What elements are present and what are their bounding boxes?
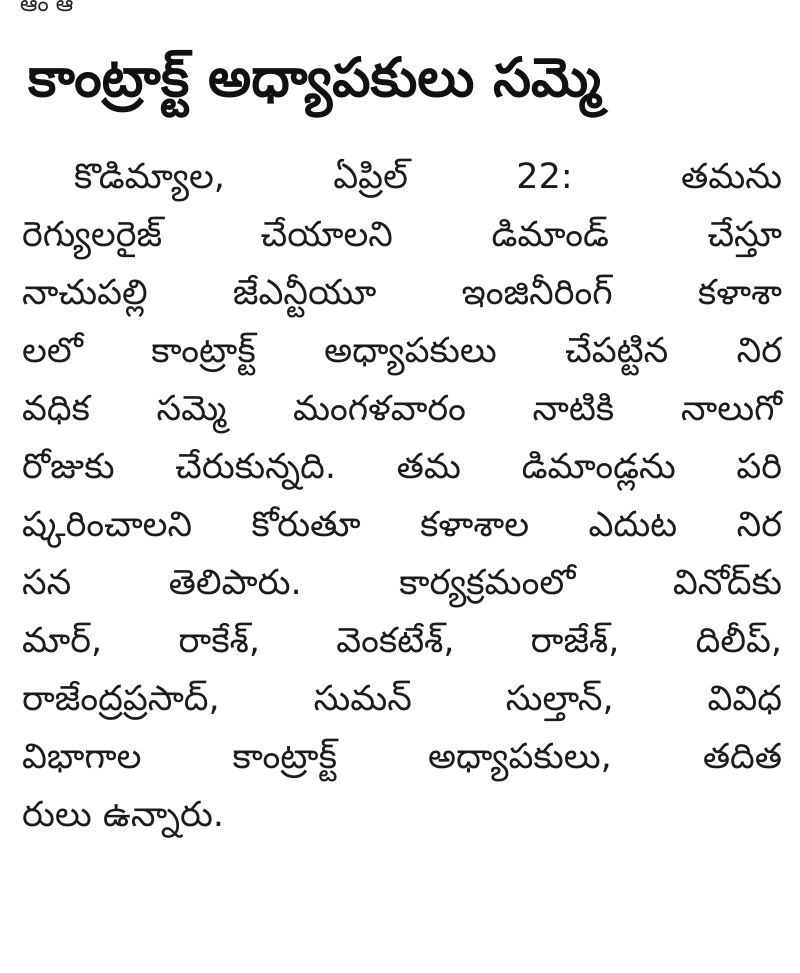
clipped-previous-text xyxy=(0,0,800,17)
article-headline: కాంట్రాక్ట్ అధ్యాపకులు సమ్మె xyxy=(28,46,601,109)
article-line-10: రాజేంద్రప్రసాద్, సుమన్ సుల్తాన్, వివిధ xyxy=(22,679,782,719)
article-body xyxy=(22,148,782,844)
article-line-11: విభాగాల కాంట్రాక్ట్ అధ్యాపకులు, తదిత xyxy=(22,737,782,777)
article-line-2: రెగ్యులరైజ్ చేయాలని డిమాండ్ చేస్తూ xyxy=(22,215,782,255)
article-line-12: రులు ఉన్నారు. xyxy=(22,795,225,835)
article-line-8: సన తెలిపారు. కార్యక్రమంలో వినోద్‌కు xyxy=(22,563,782,603)
article-line-6: రోజుకు చేరుకున్నది. తమ డిమాండ్లను పరి xyxy=(22,447,782,487)
article-line-7: ష్కరించాలని కోరుతూ కళాశాల ఎదుట నిర xyxy=(22,505,782,545)
article-line-9: మార్, రాకేశ్, వెంకటేశ్, రాజేశ్, దిలీప్, xyxy=(22,621,782,661)
article-line-1: కొడిమ్యాల, ఏప్రిల్ 22: తమను xyxy=(74,157,782,197)
article-line-5: వధిక సమ్మె మంగళవారం నాటికి నాలుగో xyxy=(22,389,782,429)
article-line-4: లలో కాంట్రాక్ట్ అధ్యాపకులు చేపట్టిన నిర xyxy=(22,331,782,371)
clipped-header-text: ఆం ఆ xyxy=(20,0,74,17)
article-line-3: నాచుపల్లి జేఎన్టీయూ ఇంజినీరింగ్ కళాశా xyxy=(22,273,782,313)
